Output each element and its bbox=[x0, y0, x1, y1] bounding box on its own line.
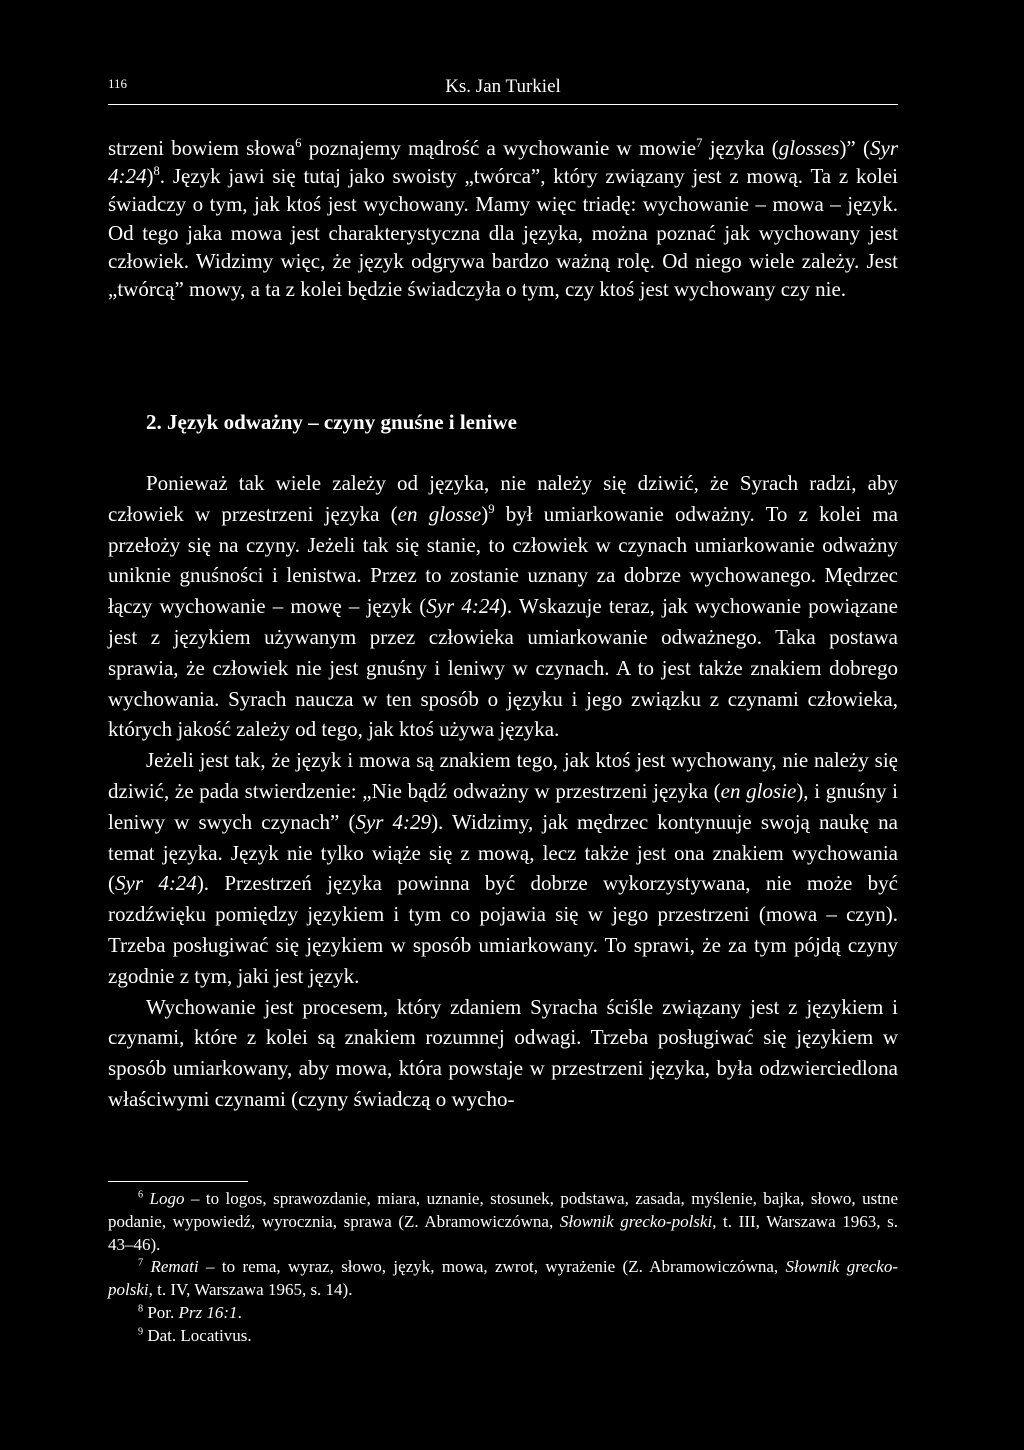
paragraph: Wychowanie jest procesem, który zdaniem Syracha ściśle związany jest z językiem i czynami, które z kolei są znakiem rozumnej odwagi. Trzeba posługiwać się językiem w sposób umiarkowany, aby mowa, która powstaje w przestrzeni języka, była odzwierciedlona właściwymi czynami (czyny świadczą o wycho- bbox=[108, 994, 898, 1111]
body-text-top bbox=[108, 134, 898, 303]
footnote-rule bbox=[108, 1181, 248, 1182]
running-head: Ks. Jan Turkiel bbox=[445, 76, 561, 97]
header-rule bbox=[108, 104, 898, 105]
page-number: 116 bbox=[108, 76, 128, 91]
footnote-ref-7[interactable]: 7 bbox=[696, 136, 703, 150]
section-body bbox=[108, 468, 898, 1115]
paragraph: Ponieważ tak wiele zależy od języka, nie należy się dziwić, że Syrach radzi, aby człowiek w przestrzeni języka (en glosse)$^9$ był umiarkowanie odważny. To z kolei ma przełoży się na czyny. Jeżeli tak się stanie, to człowiek w czynach umiarkowanie odważny uniknie gnuśności i lenistwa. Przez to zostanie uznany za dobrze wychowanego. Mędrzec łączy wychowanie – mowę – język (Syr 4:24). Wskazuje teraz, jak wychowanie powiązane jest z językiem używanym przez człowieka umiarkowanie odważnego. Taka postawa sprawia, że człowiek nie jest gnuśny i leniwy w czynach. A to jest także znakiem dobrego wychowania. Syrach naucza w ten sposób o języku i jego związku z czynami człowieka, których jakość zależy od tego, jak ktoś używa języka. bbox=[108, 471, 898, 742]
footnote-ref-6[interactable]: 6 bbox=[295, 136, 302, 150]
footnote-6: $^6$ Logo – to logos, sprawozdanie, miara, uznanie, stosunek, podstawa, zasada, myślenie, bajka, słowo, ustne podanie, wypowiedź, wyrocznia, sprawa (Z. Abramowiczówna, Słownik grecko-polski, t. III, Warszawa 1963, s. 43–46). bbox=[108, 1189, 899, 1254]
page-header bbox=[108, 76, 898, 102]
paragraph-continuation: strzeni bowiem słowa$^6$ poznajemy mądrość a wychowanie w mowie$^7$ języka (glosses)” (Syr 4:24)$^8$. Język jawi się tutaj jako swoisty „twórca”, który związany jest z mową. Ta z kolei świadczy o tym, jak ktoś jest wychowany. Mamy więc triadę: wychowanie – mowa – język. Od tego jaka mowa jest charakterystyczna dla języka, można poznać jak wychowany jest człowiek. Widzimy więc, że język odgrywa bardzo ważną rolę. Od niego wiele zależy. Jest „twórcą” mowy, a ta z kolei będzie świadczyła o tym, czy ktoś jest wychowany czy nie. bbox=[108, 136, 899, 302]
footnote-ref-8[interactable]: 8 bbox=[153, 164, 160, 179]
footnote-ref-9[interactable]: 9 bbox=[488, 501, 495, 516]
footnote-8: $^8$ Por. Prz 16:1. bbox=[138, 1302, 242, 1322]
section-heading: 2. Język odważny – czyny gnuśne i leniwe bbox=[146, 410, 518, 434]
footnotes bbox=[108, 1188, 898, 1348]
footnote-9: $^9$ Dat. Locativus. bbox=[138, 1325, 252, 1345]
footnote-7: $^7$ Remati – to rema, wyraz, słowo, język, mowa, zwrot, wyrażenie (Z. Abramowiczówna, Słownik grecko-polski, t. IV, Warszawa 1965, s. 14). bbox=[108, 1257, 898, 1300]
paragraph: Jeżeli jest tak, że język i mowa są znakiem tego, jak ktoś jest wychowany, nie należy się dziwić, że pada stwierdzenie: „Nie bądź odważny w przestrzeni języka (en glosie), i gnuśny i leniwy w swych czynach” (Syr 4:29). Widzimy, jak mędrzec kontynuuje swoją naukę na temat języka. Język nie tylko wiąże się z mową, lecz także jest ona znakiem wychowania (Syr 4:24). Przestrzeń języka powinna być dobrze wykorzystywana, nie może być rozdźwięku pomiędzy językiem i tym co pojawia się w jego przestrzeni (mowa – czyn). Trzeba posługiwać się językiem w sposób umiarkowany. To sprawi, że za tym pójdą czyny zgodnie z tym, jaki jest język. bbox=[108, 748, 899, 988]
